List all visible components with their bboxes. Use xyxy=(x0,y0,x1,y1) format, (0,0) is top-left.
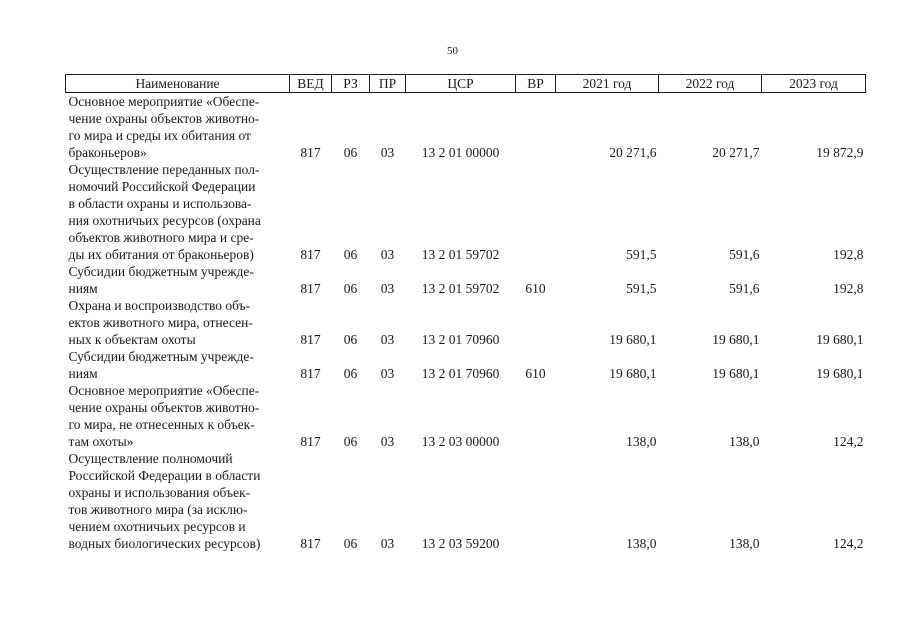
cell-pr: 03 xyxy=(380,536,395,551)
cell-csr: 13 2 01 59702 xyxy=(421,247,500,262)
row-name-line: ных к объектам охоты xyxy=(68,332,196,347)
cell-csr: 13 2 01 70960 xyxy=(421,366,500,381)
cell-csr: 13 2 03 00000 xyxy=(421,434,500,449)
cell-y2022: 19 680,1 xyxy=(712,366,760,381)
row-name-line: чение охраны объектов животно- xyxy=(68,111,260,126)
cell-csr: 13 2 01 59702 xyxy=(421,281,500,296)
column-header-2021: 2021 год xyxy=(556,75,659,93)
cell-pr: 03 xyxy=(380,366,395,381)
cell-rz: 06 xyxy=(343,536,358,551)
row-name xyxy=(66,348,290,382)
row-name-line: тов животного мира (за исклю- xyxy=(68,502,248,517)
table-header-row xyxy=(66,75,866,93)
row-name-line: го мира и среды их обитания от xyxy=(68,128,251,143)
cell-y2023: 19 680,1 xyxy=(816,366,864,381)
row-name-line: ниям xyxy=(68,366,98,381)
cell-y2023: 192,8 xyxy=(833,281,864,296)
cell-y2023: 19 680,1 xyxy=(816,332,864,347)
row-name xyxy=(66,161,290,263)
cell-rz: 06 xyxy=(343,247,358,262)
cell-rz: 06 xyxy=(343,434,358,449)
row-name-line: Охрана и воспроизводство объ- xyxy=(68,298,251,313)
row-name-line: Субсидии бюджетным учрежде- xyxy=(68,349,254,364)
cell-ved: 817 xyxy=(300,332,321,347)
row-name-line: браконьеров» xyxy=(68,145,147,160)
cell-y2021: 19 680,1 xyxy=(609,332,657,347)
cell-ved: 817 xyxy=(300,536,321,551)
cell-vr xyxy=(516,450,556,552)
row-name-line: ниям xyxy=(68,281,98,296)
row-name-line: ектов животного мира, отнесен- xyxy=(68,315,253,330)
row-name-line: водных биологических ресурсов) xyxy=(68,536,261,551)
row-name-line: ды их обитания от браконьеров) xyxy=(68,247,254,262)
cell-ved: 817 xyxy=(300,434,321,449)
cell-y2021: 591,5 xyxy=(626,281,657,296)
row-name-line: номочий Российской Федерации xyxy=(68,179,256,194)
column-header-2023: 2023 год xyxy=(762,75,866,93)
cell-y2022: 138,0 xyxy=(729,536,760,551)
cell-rz: 06 xyxy=(343,281,358,296)
cell-y2021: 138,0 xyxy=(626,434,657,449)
page-number: 50 xyxy=(447,45,458,57)
column-header-2022: 2022 год xyxy=(659,75,762,93)
cell-vr xyxy=(516,382,556,450)
row-name-line: в области охраны и использова- xyxy=(68,196,252,211)
row-name-line: чение охраны объектов животно- xyxy=(68,400,260,415)
cell-y2021: 19 680,1 xyxy=(609,366,657,381)
table-row xyxy=(66,93,866,162)
cell-pr: 03 xyxy=(380,145,395,160)
cell-vr: 610 xyxy=(525,366,546,381)
table-body xyxy=(66,93,866,553)
cell-y2022: 20 271,7 xyxy=(712,145,760,160)
row-name-line: Основное мероприятие «Обеспе- xyxy=(68,94,260,109)
row-name-line: Основное мероприятие «Обеспе- xyxy=(68,383,260,398)
row-name xyxy=(66,297,290,348)
cell-vr xyxy=(516,161,556,263)
budget-table xyxy=(65,74,866,552)
cell-y2023: 124,2 xyxy=(833,536,864,551)
row-name-line: го мира, не отнесенных к объек- xyxy=(68,417,255,432)
row-name-line: Осуществление переданных пол- xyxy=(68,162,260,177)
row-name xyxy=(66,93,290,162)
row-name xyxy=(66,382,290,450)
cell-ved: 817 xyxy=(300,145,321,160)
table-row xyxy=(66,297,866,348)
cell-y2021: 591,5 xyxy=(626,247,657,262)
row-name-line: Осуществление полномочий xyxy=(68,451,233,466)
cell-rz: 06 xyxy=(343,332,358,347)
row-name-line: Российской Федерации в области xyxy=(68,468,261,483)
table-row xyxy=(66,450,866,552)
cell-rz: 06 xyxy=(343,366,358,381)
cell-csr: 13 2 01 00000 xyxy=(421,145,500,160)
column-header-csr: ЦСР xyxy=(406,75,516,93)
table-row xyxy=(66,382,866,450)
column-header-vr: ВР xyxy=(516,75,556,93)
table-row xyxy=(66,348,866,382)
cell-y2022: 138,0 xyxy=(729,434,760,449)
column-header-ved: ВЕД xyxy=(290,75,332,93)
column-header-rz: РЗ xyxy=(332,75,370,93)
row-name xyxy=(66,263,290,297)
row-name-line: там охоты» xyxy=(68,434,134,449)
column-header-name: Наименование xyxy=(66,75,290,93)
cell-vr: 610 xyxy=(525,281,546,296)
cell-y2021: 20 271,6 xyxy=(609,145,657,160)
row-name-line: чением охотничьих ресурсов и xyxy=(68,519,246,534)
cell-y2023: 19 872,9 xyxy=(816,145,864,160)
cell-pr: 03 xyxy=(380,247,395,262)
cell-ved: 817 xyxy=(300,281,321,296)
cell-pr: 03 xyxy=(380,281,395,296)
cell-y2022: 19 680,1 xyxy=(712,332,760,347)
cell-y2021: 138,0 xyxy=(626,536,657,551)
row-name-line: объектов животного мира и сре- xyxy=(68,230,254,245)
cell-y2022: 591,6 xyxy=(729,247,760,262)
cell-pr: 03 xyxy=(380,332,395,347)
row-name-line: ния охотничьих ресурсов (охрана xyxy=(68,213,261,228)
cell-csr: 13 2 03 59200 xyxy=(421,536,500,551)
cell-vr xyxy=(516,93,556,162)
cell-vr xyxy=(516,297,556,348)
cell-ved: 817 xyxy=(300,247,321,262)
cell-y2023: 124,2 xyxy=(833,434,864,449)
cell-pr: 03 xyxy=(380,434,395,449)
cell-rz: 06 xyxy=(343,145,358,160)
cell-csr: 13 2 01 70960 xyxy=(421,332,500,347)
row-name-line: Субсидии бюджетным учрежде- xyxy=(68,264,254,279)
row-name-line: охраны и использования объек- xyxy=(68,485,251,500)
row-name xyxy=(66,450,290,552)
cell-y2023: 192,8 xyxy=(833,247,864,262)
column-header-pr: ПР xyxy=(370,75,406,93)
table-row xyxy=(66,263,866,297)
table-row xyxy=(66,161,866,263)
cell-ved: 817 xyxy=(300,366,321,381)
cell-y2022: 591,6 xyxy=(729,281,760,296)
